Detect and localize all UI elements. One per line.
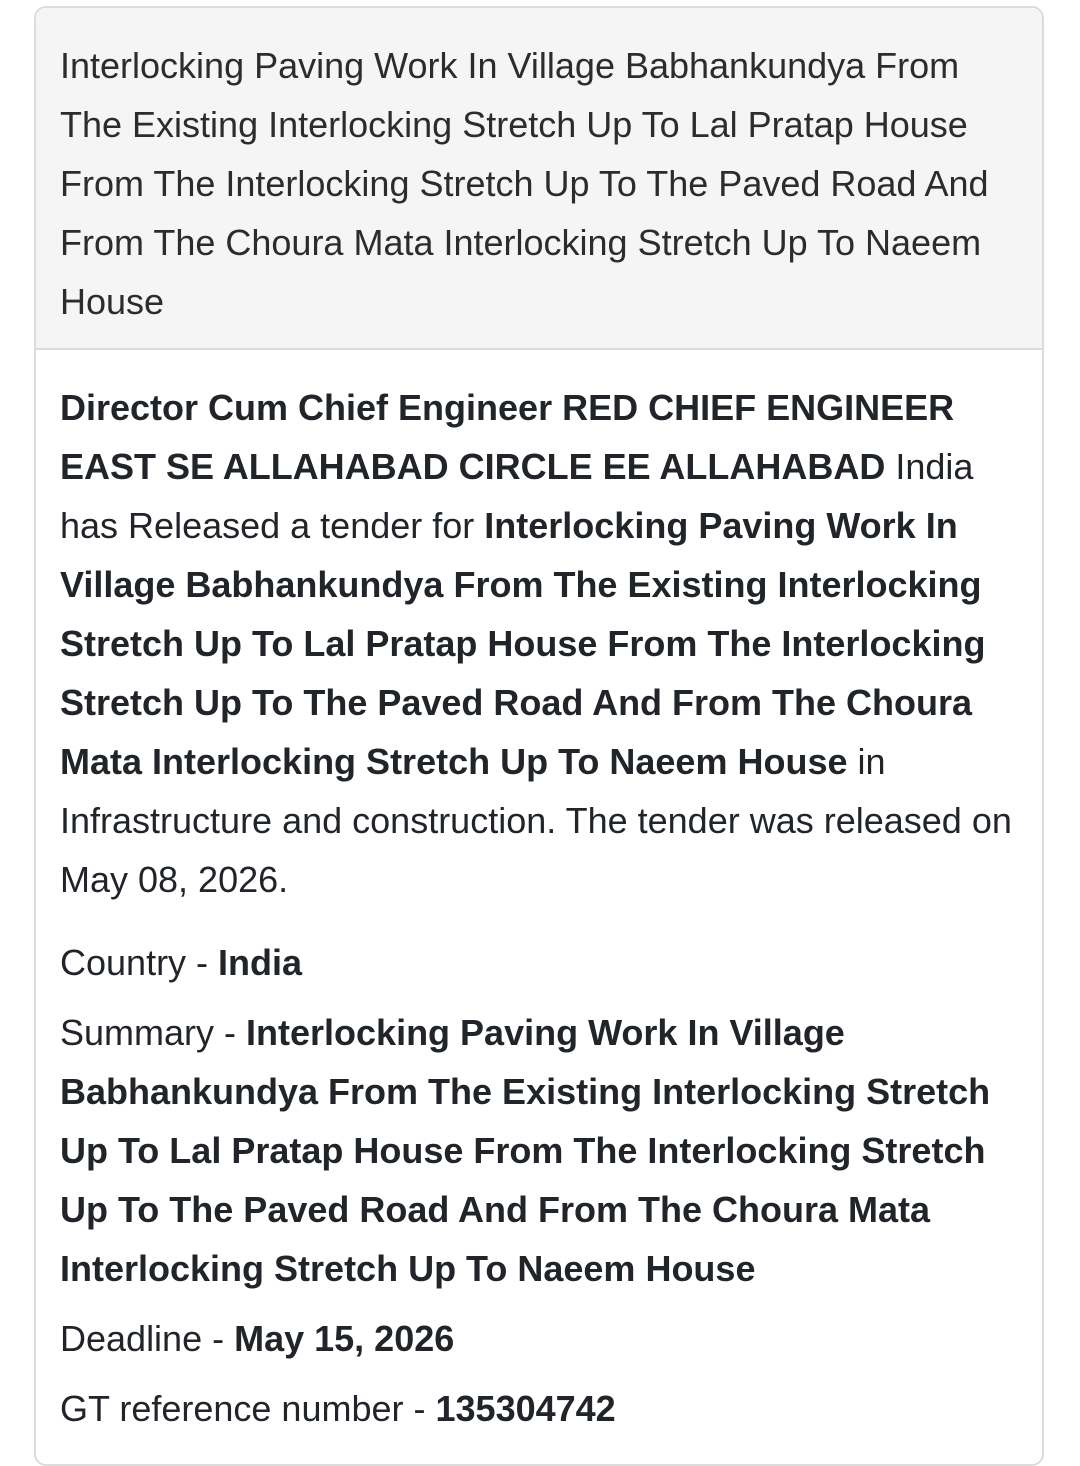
tender-organization: Director Cum Chief Engineer RED CHIEF ENGINEER EAST SE ALLAHABAD CIRCLE EE ALLAHABAD <box>60 387 955 487</box>
gt-reference-line <box>60 1379 1018 1438</box>
tender-header-title[interactable]: Interlocking Paving Work In Village Babhankundya From The Existing Interlocking Stretch Up To Lal Pratap House From The Interlocking Stretch Up To The Paved Road And From The Choura Mata Interlocking Stretch Up To Naeem House <box>60 45 989 322</box>
tender-released-text: has Released a tender for <box>60 505 475 546</box>
tender-sector-text: in Infrastructure and construction. The tender was released on May 08, 2026. <box>60 741 1012 900</box>
tender-card <box>34 6 1044 1466</box>
tender-card-header[interactable] <box>36 8 1042 350</box>
tender-description-country: India <box>895 446 974 487</box>
tender-card-body <box>36 350 1042 1438</box>
country-label: Country - <box>60 942 219 983</box>
country-line <box>60 933 1018 992</box>
summary-value: Interlocking Paving Work In Village Babhankundya From The Existing Interlocking Stretch Up To Lal Pratap House From The Interlocking Stretch Up To The Paved Road And From The Choura Mata Interlocking Stretch Up To Naeem House <box>60 1012 991 1289</box>
tender-title-bold: Interlocking Paving Work In Village Babhankundya From The Existing Interlocking Stretch Up To Lal Pratap House From The Interlocking Stretch Up To The Paved Road And From The Choura Mata Interlocking Stretch Up To Naeem House <box>60 505 986 782</box>
gt-reference-label: GT reference number - <box>60 1388 436 1429</box>
summary-line <box>60 1003 1018 1298</box>
summary-label: Summary - <box>60 1012 247 1053</box>
tender-description <box>60 378 1018 909</box>
gt-reference-value: 135304742 <box>435 1388 616 1429</box>
country-value: India <box>218 942 303 983</box>
deadline-value: May 15, 2026 <box>234 1318 455 1359</box>
deadline-line <box>60 1309 1018 1368</box>
deadline-label: Deadline - <box>60 1318 235 1359</box>
